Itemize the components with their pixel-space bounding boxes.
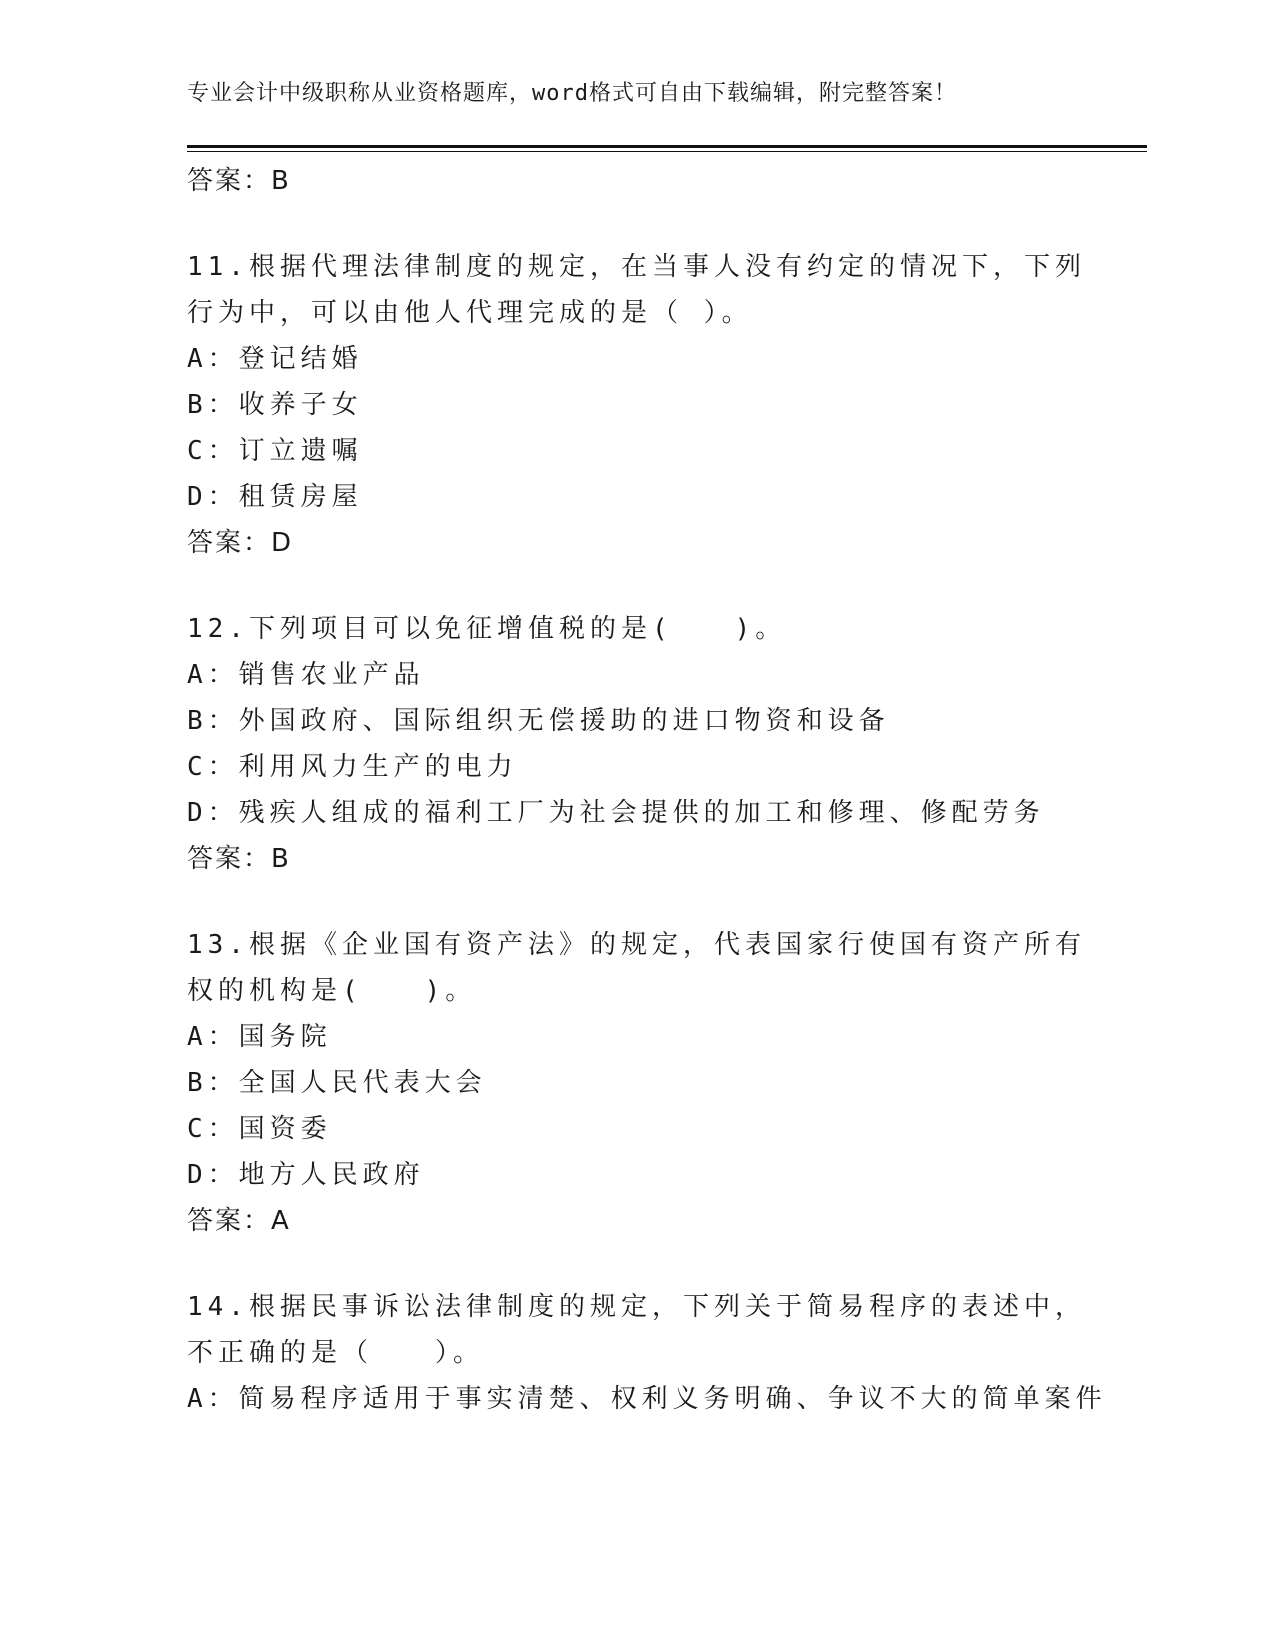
option-b: B：外国政府、国际组织无偿援助的进口物资和设备 <box>187 706 890 736</box>
question-item <box>187 244 1087 566</box>
option-d: D：残疾人组成的福利工厂为社会提供的加工和修理、修配劳务 <box>187 798 1045 828</box>
question-item <box>187 922 1087 1244</box>
question-list <box>187 158 1107 1422</box>
option-b: B：全国人民代表大会 <box>187 1068 487 1098</box>
question-stem: 14.根据民事诉讼法律制度的规定，下列关于简易程序的表述中，不正确的是（ ）。 <box>187 1292 1086 1368</box>
question-stem: 13.根据《企业国有资产法》的规定，代表国家行使国有资产所有权的机构是( )。 <box>187 930 1086 1006</box>
option-a: A：国务院 <box>187 1022 332 1052</box>
option-a: A：销售农业产品 <box>187 660 425 690</box>
answer-line: 答案：A <box>187 1206 291 1236</box>
answer-line: 答案：B <box>187 844 291 874</box>
option-c: C：订立遗嘱 <box>187 436 363 466</box>
question-item <box>187 1284 1107 1422</box>
option-a: A：简易程序适用于事实清楚、权利义务明确、争议不大的简单案件 <box>187 1384 1107 1414</box>
question-item <box>187 606 1087 882</box>
header-rule-thin <box>187 151 1147 152</box>
option-c: C：利用风力生产的电力 <box>187 752 518 782</box>
header-rule-thick <box>187 145 1147 148</box>
option-b: B：收养子女 <box>187 390 363 420</box>
option-c: C：国资委 <box>187 1114 332 1144</box>
option-a: A：登记结婚 <box>187 344 363 374</box>
question-stem: 12.下列项目可以免征增值税的是( )。 <box>187 614 787 644</box>
option-d: D：地方人民政府 <box>187 1160 425 1190</box>
question-stem: 11.根据代理法律制度的规定，在当事人没有约定的情况下，下列行为中，可以由他人代理完成的是（ ）。 <box>187 252 1086 328</box>
answer-line: 答案：D <box>187 528 294 558</box>
option-d: D：租赁房屋 <box>187 482 363 512</box>
page-header: 专业会计中级职称从业资格题库，word格式可自由下载编辑，附完整答案！ <box>187 81 957 106</box>
answer-line: 答案：B <box>187 166 291 196</box>
